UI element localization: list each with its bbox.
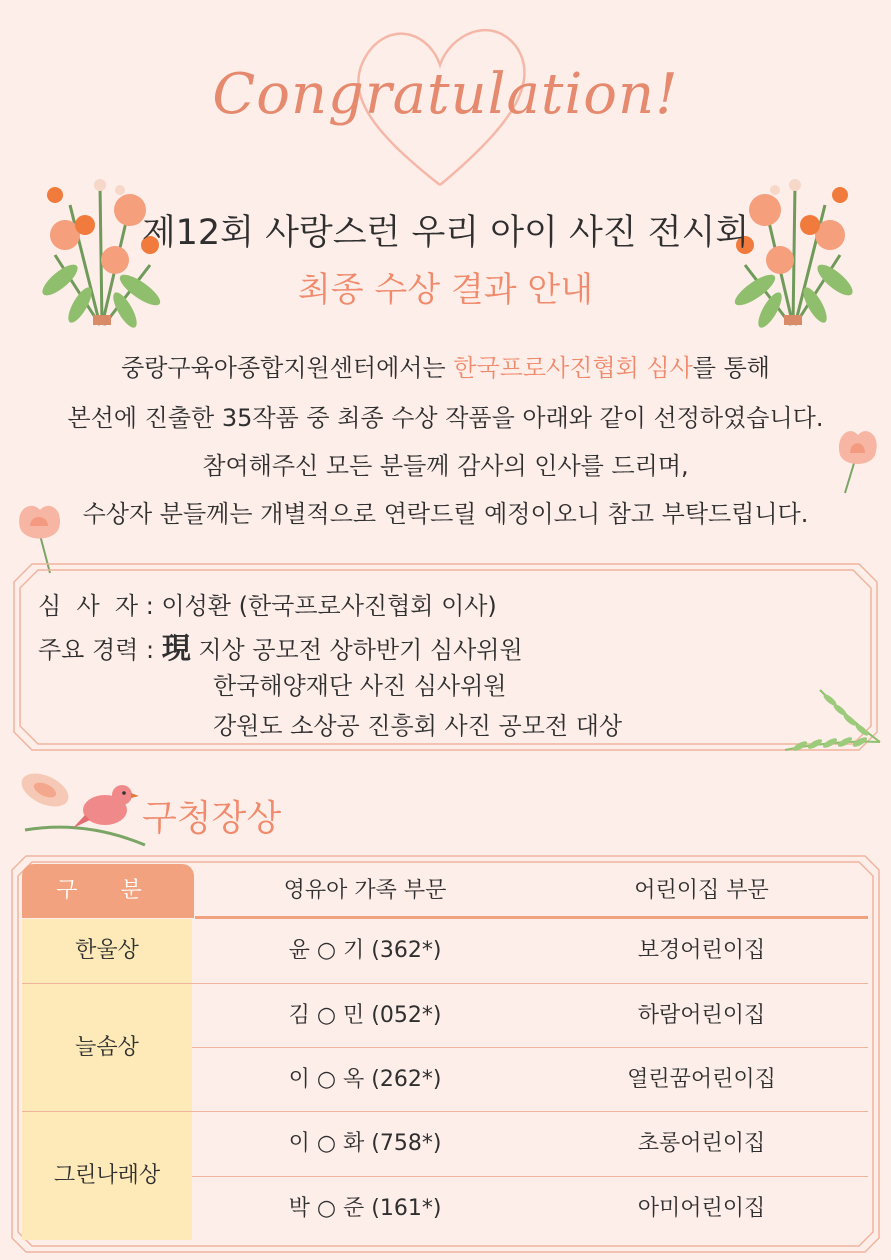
winner-daycare-cell: 초롱어린이집	[637, 1131, 766, 1156]
intro-highlight: 한국프로사진협회 심사	[453, 354, 693, 382]
intro-line-1	[0, 348, 891, 383]
winner-family-cell: 윤 ○ 기 (362*)	[288, 938, 442, 963]
intro-line-3: 참여해주신 모든 분들께 감사의 인사를 드리며,	[202, 452, 689, 480]
winner-family-cell: 이 ○ 화 (758*)	[288, 1131, 442, 1156]
tulip-icon	[830, 425, 885, 495]
column-header-category: 구 분	[22, 864, 194, 918]
category-cell: 한울상	[75, 938, 139, 963]
section-title: 구청장상	[142, 798, 282, 839]
winner-family-cell: 이 ○ 옥 (262*)	[288, 1067, 442, 1092]
career-item-1: 지상 공모전 상하반기 심사위원	[190, 636, 523, 664]
column-header-family: 영유아 가족 부문	[283, 878, 447, 903]
intro-line-1-start: 중랑구육아종합지원센터에서는	[121, 354, 454, 382]
intro-line-1-end: 를 통해	[692, 354, 770, 382]
intro-line-2: 본선에 진출한 35작품 중 최종 수상 작품을 아래와 같이 선정하였습니다.	[67, 404, 824, 432]
winner-daycare-cell: 아미어린이집	[637, 1196, 766, 1221]
intro-line-4: 수상자 분들께는 개별적으로 연락드릴 예정이오니 참고 부탁드립니다.	[82, 500, 809, 528]
congratulation-heading: Congratulation!	[212, 62, 679, 127]
category-cell: 늘솜상	[75, 1035, 139, 1060]
judge-name-line	[38, 586, 497, 621]
career-item-2: 한국해양재단 사진 심사위원	[213, 672, 507, 700]
judge-label: 심 사 자 :	[38, 592, 162, 620]
judge-career-line	[38, 626, 523, 667]
event-title: 제12회 사랑스런 우리 아이 사진 전시회	[141, 213, 750, 253]
winner-family-cell: 김 ○ 민 (052*)	[288, 1003, 442, 1028]
career-item-3: 강원도 소상공 진흥회 사진 공모전 대상	[213, 712, 623, 740]
winner-family-cell: 박 ○ 준 (161*)	[288, 1196, 442, 1221]
career-prefix: 現	[161, 631, 191, 665]
bird-on-branch-icon	[15, 760, 150, 850]
winner-daycare-cell: 열린꿈어린이집	[627, 1067, 776, 1092]
category-cell: 그린나래상	[53, 1163, 161, 1188]
winner-daycare-cell: 하람어린이집	[637, 1003, 766, 1028]
event-subtitle: 최종 수상 결과 안내	[297, 270, 594, 310]
career-label: 주요 경력 :	[38, 636, 162, 664]
fern-leaf-icon	[780, 680, 885, 760]
judge-name: 이성환 (한국프로사진협회 이사)	[161, 592, 497, 620]
winner-daycare-cell: 보경어린이집	[637, 938, 766, 963]
column-header-daycare: 어린이집 부문	[634, 878, 769, 903]
